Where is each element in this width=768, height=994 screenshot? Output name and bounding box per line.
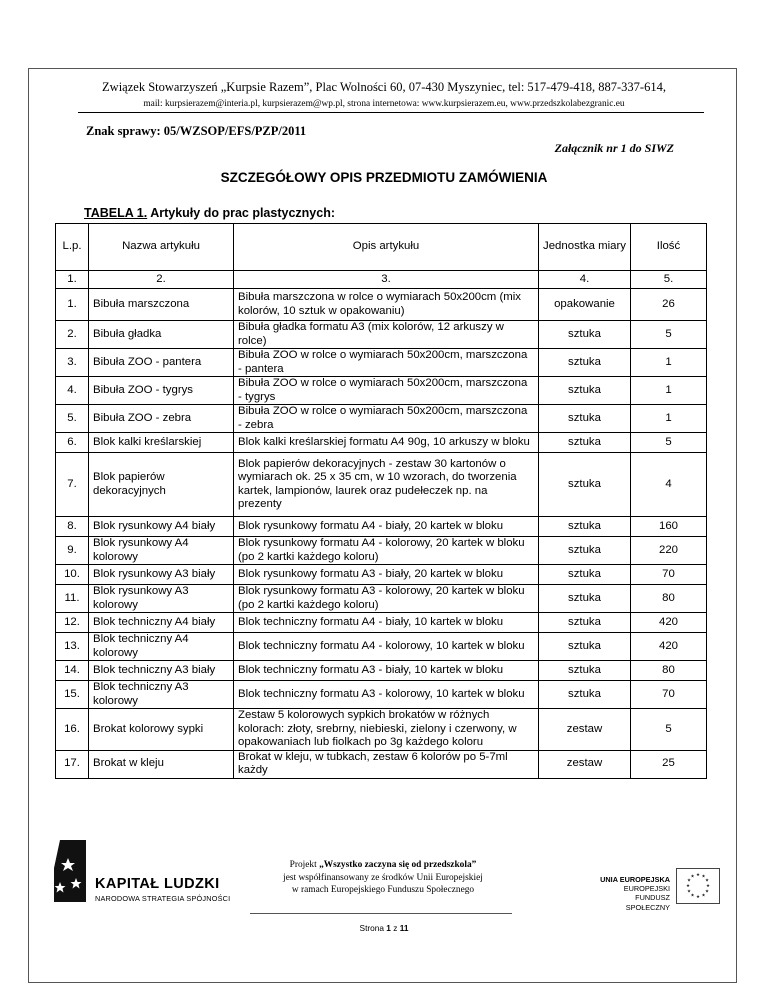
eu-label	[590, 875, 670, 912]
cell-quantity: 5	[631, 433, 707, 453]
svg-text:★: ★	[690, 874, 695, 880]
items-table	[55, 223, 707, 779]
kapital-ludzki-title: KAPITAŁ LUDZKI	[95, 876, 220, 892]
cell-unit: sztuka	[539, 681, 631, 709]
table-row	[56, 750, 707, 778]
svg-text:★: ★	[695, 873, 701, 878]
cell-lp: 7.	[56, 453, 89, 517]
letterhead-line-2: mail: kurpsierazem@interia.pl, kurpsierazem@wp.pl, strona internetowa: www.kurpsierazem.eu, www.przedszkolabezgranic.eu	[143, 99, 625, 109]
numbering-5: 5.	[631, 271, 707, 289]
svg-text:★: ★	[685, 884, 691, 889]
eu-line-3: FUNDUSZ SPOŁECZNY	[625, 893, 670, 912]
cell-unit: zestaw	[539, 750, 631, 778]
cell-quantity: 26	[631, 289, 707, 321]
table-row	[56, 537, 707, 565]
kapital-ludzki-subtitle: NARODOWA STRATEGIA SPÓJNOŚCI	[95, 894, 231, 903]
cell-lp: 3.	[56, 349, 89, 377]
cell-lp: 4.	[56, 377, 89, 405]
page-prefix: Strona	[359, 923, 387, 933]
cell-lp: 5.	[56, 405, 89, 433]
cell-quantity: 420	[631, 613, 707, 633]
cell-description: Zestaw 5 kolorowych sypkich brokatów w różnych kolorach: złoty, srebrny, niebieski, zielony i czerwony, w opakowaniach lub fiolkach po 3g każdego koloru	[234, 709, 539, 751]
header-unit: Jednostka miary	[539, 224, 631, 271]
cell-lp: 14.	[56, 661, 89, 681]
cell-lp: 2.	[56, 321, 89, 349]
cell-description: Blok techniczny formatu A3 - biały, 10 kartek w bloku	[234, 661, 539, 681]
project-prefix: Projekt	[289, 860, 320, 870]
svg-text:★: ★	[701, 893, 706, 899]
project-name: „Wszystko zaczyna się od przedszkola”	[319, 860, 477, 870]
table-row	[56, 321, 707, 349]
numbering-3: 3.	[234, 271, 539, 289]
cell-lp: 8.	[56, 517, 89, 537]
table-row	[56, 453, 707, 517]
footer-divider	[250, 913, 512, 914]
table-row	[56, 681, 707, 709]
page-total: 11	[399, 923, 409, 933]
cell-name: Blok rysunkowy A3 biały	[89, 565, 234, 585]
table-row	[56, 377, 707, 405]
case-number: Znak sprawy: 05/WZSOP/EFS/PZP/2011	[86, 124, 307, 138]
table-row	[56, 661, 707, 681]
cell-unit: sztuka	[539, 633, 631, 661]
cell-unit: sztuka	[539, 517, 631, 537]
cell-unit: sztuka	[539, 377, 631, 405]
table-row	[56, 613, 707, 633]
cell-lp: 1.	[56, 289, 89, 321]
table-row	[56, 633, 707, 661]
cell-lp: 13.	[56, 633, 89, 661]
table-caption	[84, 206, 335, 220]
page-current: 1	[386, 923, 391, 933]
svg-text:★: ★	[686, 878, 692, 884]
cell-name: Blok techniczny A4 kolorowy	[89, 633, 234, 661]
cell-unit: zestaw	[539, 709, 631, 751]
cell-lp: 11.	[56, 585, 89, 613]
cell-quantity: 4	[631, 453, 707, 517]
cell-description: Blok rysunkowy formatu A4 - kolorowy, 20 kartek w bloku (po 2 kartki każdego koloru)	[234, 537, 539, 565]
cell-unit: sztuka	[539, 453, 631, 517]
project-note	[258, 859, 508, 897]
svg-text:★: ★	[705, 884, 711, 889]
svg-text:★: ★	[695, 895, 701, 900]
cell-name: Bibuła marszczona	[89, 289, 234, 321]
cell-unit: sztuka	[539, 613, 631, 633]
cell-name: Blok techniczny A4 biały	[89, 613, 234, 633]
numbering-4: 4.	[539, 271, 631, 289]
cell-name: Brokat w kleju	[89, 750, 234, 778]
cell-unit: opakowanie	[539, 289, 631, 321]
cell-description: Blok papierów dekoracyjnych - zestaw 30 kartonów o wymiarach ok. 25 x 35 cm, w 10 wzorach, do tworzenia kartek, lampionów, laurek oraz pudełeczek np. na prezenty	[234, 453, 539, 517]
cell-quantity: 70	[631, 565, 707, 585]
table-row	[56, 565, 707, 585]
page-title: SZCZEGÓŁOWY OPIS PRZEDMIOTU ZAMÓWIENIA	[220, 170, 548, 185]
svg-text:★: ★	[701, 874, 706, 880]
cell-name: Blok rysunkowy A3 kolorowy	[89, 585, 234, 613]
cell-lp: 15.	[56, 681, 89, 709]
svg-text:★: ★	[704, 878, 710, 884]
cell-name: Blok kalki kreślarskiej	[89, 433, 234, 453]
table-row	[56, 289, 707, 321]
cell-name: Brokat kolorowy sypki	[89, 709, 234, 751]
header-description: Opis artykułu	[234, 224, 539, 271]
table-caption-prefix: TABELA 1.	[84, 206, 148, 220]
eu-line-2: EUROPEJSKI	[623, 884, 670, 894]
table-caption-rest: Artykuły do prac plastycznych:	[147, 206, 335, 220]
cell-quantity: 1	[631, 405, 707, 433]
cell-unit: sztuka	[539, 537, 631, 565]
cell-unit: sztuka	[539, 585, 631, 613]
cell-name: Bibuła ZOO - tygrys	[89, 377, 234, 405]
cell-description: Bibuła marszczona w rolce o wymiarach 50x200cm (mix kolorów, 10 sztuk w opakowaniu)	[234, 289, 539, 321]
svg-text:★: ★	[690, 893, 695, 899]
cell-lp: 17.	[56, 750, 89, 778]
kapital-ludzki-logo-icon	[50, 838, 90, 904]
cell-quantity: 160	[631, 517, 707, 537]
cell-lp: 12.	[56, 613, 89, 633]
cell-unit: sztuka	[539, 433, 631, 453]
cell-quantity: 25	[631, 750, 707, 778]
cell-unit: sztuka	[539, 349, 631, 377]
cell-name: Blok rysunkowy A4 kolorowy	[89, 537, 234, 565]
svg-text:★: ★	[704, 889, 710, 895]
cell-description: Bibuła ZOO w rolce o wymiarach 50x200cm, marszczona - pantera	[234, 349, 539, 377]
cell-quantity: 1	[631, 377, 707, 405]
cell-name: Bibuła gładka	[89, 321, 234, 349]
numbering-2: 2.	[89, 271, 234, 289]
header-name: Nazwa artykułu	[89, 224, 234, 271]
cell-description: Bibuła gładka formatu A3 (mix kolorów, 12 arkuszy w rolce)	[234, 321, 539, 349]
letterhead-divider	[78, 112, 704, 113]
table-row	[56, 349, 707, 377]
cell-name: Blok rysunkowy A4 biały	[89, 517, 234, 537]
cell-name: Bibuła ZOO - zebra	[89, 405, 234, 433]
attachment-label: Załącznik nr 1 do SIWZ	[554, 141, 674, 155]
table-row	[56, 517, 707, 537]
project-line-1	[258, 859, 508, 872]
cell-lp: 6.	[56, 433, 89, 453]
page-number	[0, 923, 768, 933]
cell-name: Bibuła ZOO - pantera	[89, 349, 234, 377]
cell-description: Bibuła ZOO w rolce o wymiarach 50x200cm, marszczona - tygrys	[234, 377, 539, 405]
project-line-3: w ramach Europejskiego Funduszu Społecznego	[291, 885, 475, 895]
cell-description: Blok kalki kreślarskiej formatu A4 90g, 10 arkuszy w bloku	[234, 433, 539, 453]
table-row	[56, 433, 707, 453]
letterhead-line-1: Związek Stowarzyszeń „Kurpsie Razem”, Plac Wolności 60, 07-430 Myszyniec, tel: 517-479-418, 887-337-614,	[102, 80, 666, 94]
page-mid: z	[390, 923, 400, 933]
header-lp: L.p.	[56, 224, 89, 271]
eu-line-1: UNIA EUROPEJSKA	[600, 875, 670, 884]
cell-quantity: 420	[631, 633, 707, 661]
cell-name: Blok papierów dekoracyjnych	[89, 453, 234, 517]
cell-description: Blok techniczny formatu A4 - kolorowy, 10 kartek w bloku	[234, 633, 539, 661]
table-numbering-row	[56, 271, 707, 289]
project-line-2: jest współfinansowany ze środków Unii Europejskiej	[283, 872, 483, 883]
cell-lp: 10.	[56, 565, 89, 585]
table-row	[56, 709, 707, 751]
cell-quantity: 1	[631, 349, 707, 377]
cell-unit: sztuka	[539, 661, 631, 681]
cell-quantity: 80	[631, 585, 707, 613]
eu-flag-icon	[676, 868, 720, 904]
cell-description: Blok rysunkowy formatu A4 - biały, 20 kartek w bloku	[234, 517, 539, 537]
table-header-row	[56, 224, 707, 271]
cell-description: Blok techniczny formatu A4 - biały, 10 kartek w bloku	[234, 613, 539, 633]
cell-description: Blok techniczny formatu A3 - kolorowy, 10 kartek w bloku	[234, 681, 539, 709]
table-row	[56, 405, 707, 433]
cell-quantity: 70	[631, 681, 707, 709]
numbering-1: 1.	[56, 271, 89, 289]
table-row	[56, 585, 707, 613]
cell-unit: sztuka	[539, 565, 631, 585]
cell-lp: 9.	[56, 537, 89, 565]
cell-name: Blok techniczny A3 kolorowy	[89, 681, 234, 709]
cell-quantity: 5	[631, 709, 707, 751]
cell-lp: 16.	[56, 709, 89, 751]
cell-quantity: 220	[631, 537, 707, 565]
cell-quantity: 5	[631, 321, 707, 349]
cell-description: Blok rysunkowy formatu A3 - kolorowy, 20 kartek w bloku (po 2 kartki każdego koloru)	[234, 585, 539, 613]
cell-quantity: 80	[631, 661, 707, 681]
cell-description: Bibuła ZOO w rolce o wymiarach 50x200cm, marszczona - zebra	[234, 405, 539, 433]
cell-description: Blok rysunkowy formatu A3 - biały, 20 kartek w bloku	[234, 565, 539, 585]
cell-unit: sztuka	[539, 321, 631, 349]
cell-description: Brokat w kleju, w tubkach, zestaw 6 kolorów po 5-7ml każdy	[234, 750, 539, 778]
svg-text:★: ★	[686, 889, 692, 895]
cell-name: Blok techniczny A3 biały	[89, 661, 234, 681]
header-quantity: Ilość	[631, 224, 707, 271]
cell-unit: sztuka	[539, 405, 631, 433]
